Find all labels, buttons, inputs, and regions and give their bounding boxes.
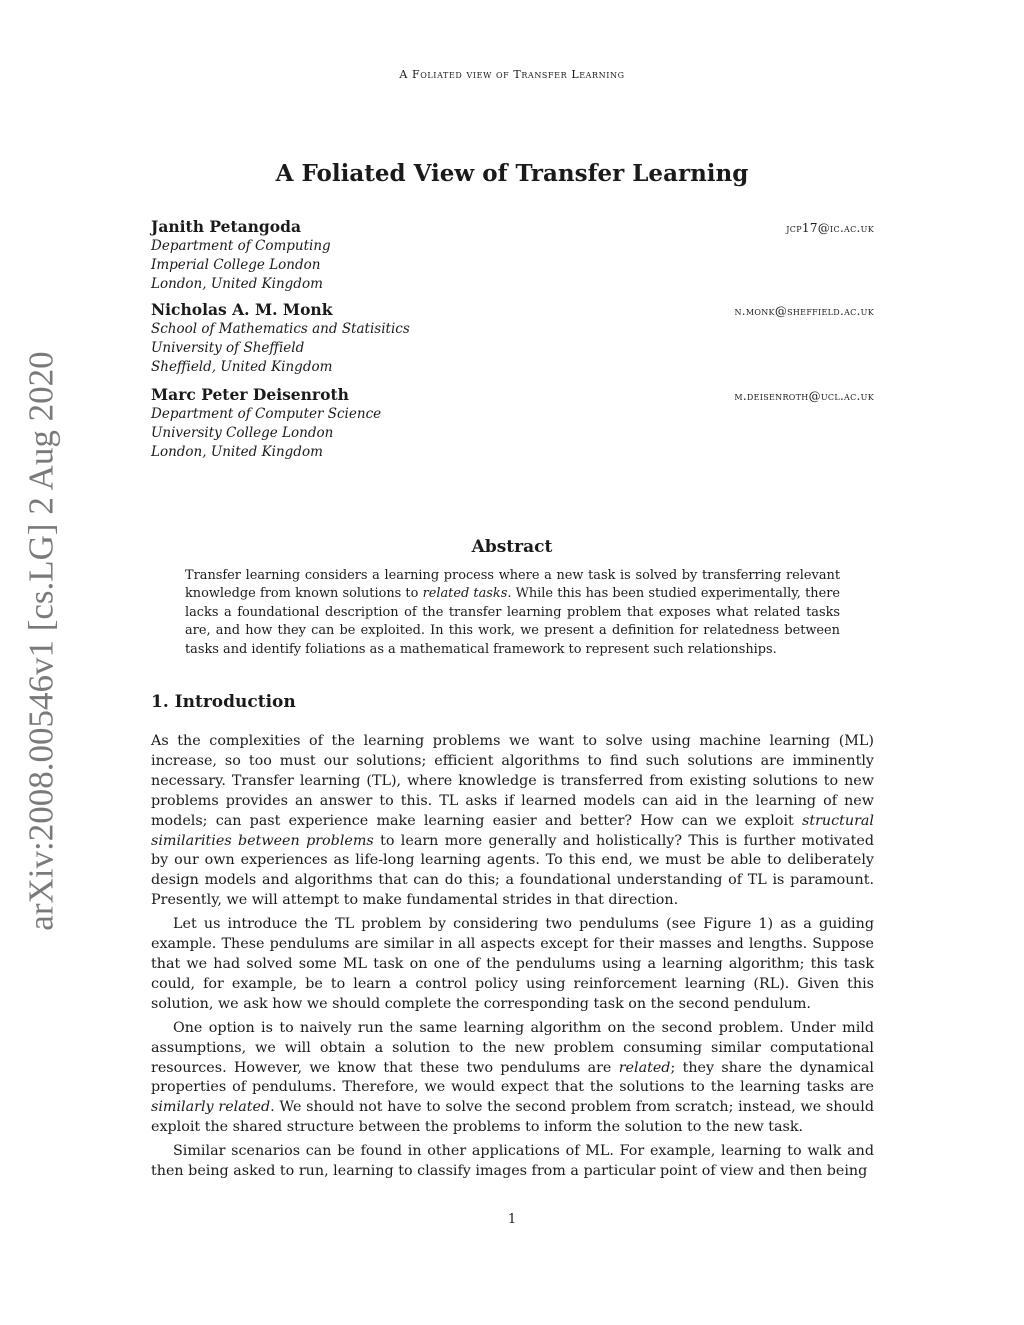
author-name: Nicholas A. M. Monk xyxy=(151,300,333,319)
affiliation-line: Department of Computing xyxy=(151,238,331,254)
section-heading: 1. Introduction xyxy=(151,692,296,712)
paper-title: A Foliated View of Transfer Learning xyxy=(275,160,749,187)
affiliation-line: School of Mathematics and Statisitics xyxy=(151,321,410,337)
author-name: Janith Petangoda xyxy=(151,217,301,236)
paragraph-text: ; they share the dynamical properties of pendulums. Therefore, we would expect that the solutions to the learning tasks are xyxy=(151,1059,874,1096)
paragraph-text: As the complexities of the learning problems we want to solve using machine learning (ML) increase, so too must our solutions; efficient algorithms to find such solutions are imminently necessary. Transfer learning (TL), where knowledge is transferred from existing solutions to new problems provides an answer to this. TL asks if learned models can aid in the learning of new models; can past experience make learning easier and better? How can we exploit xyxy=(151,733,874,829)
arxiv-stamp-text: arXiv:2008.00546v1 [cs.LG] 2 Aug 2020 xyxy=(22,351,62,931)
affiliation-line: University College London xyxy=(151,424,334,441)
author-block xyxy=(151,300,874,376)
affiliation-line: University of Sheffield xyxy=(151,339,305,356)
section-body xyxy=(151,732,874,1186)
abstract-text xyxy=(185,567,840,659)
affiliation-line: London, United Kingdom xyxy=(151,443,323,460)
running-head: A Foliated view of Transfer Learning xyxy=(399,68,625,81)
author-email: n.monk@sheffield.ac.uk xyxy=(734,304,874,318)
affiliation-line: Imperial College London xyxy=(151,256,321,273)
paragraph xyxy=(151,1019,874,1138)
emphasis-text: structural similarities between problems xyxy=(151,812,874,849)
author-email: m.deisenroth@ucl.ac.uk xyxy=(734,389,874,403)
emphasis-text: similarly related xyxy=(151,1099,271,1116)
author-block xyxy=(151,217,874,293)
affiliation-line: Department of Computer Science xyxy=(151,406,382,422)
arxiv-stamp xyxy=(24,352,60,930)
author-name: Marc Peter Deisenroth xyxy=(151,385,349,404)
affiliation-line: Sheffield, United Kingdom xyxy=(151,358,333,375)
abstract-text-part: Transfer learning considers a learning process where a new task is solved by transferring relevant knowledge from known solutions to xyxy=(185,568,840,602)
abstract-heading: Abstract xyxy=(471,537,553,557)
page-number: 1 xyxy=(507,1212,517,1227)
author-block xyxy=(151,385,874,461)
affiliation-line: London, United Kingdom xyxy=(151,275,323,292)
author-email: jcp17@ic.ac.uk xyxy=(786,221,874,235)
paragraph-text: One option is to naively run the same learning algorithm on the second problem. Under mild assumptions, we will obtain a solution to the new problem consuming similar computational resources. However, we know that these two pendulums are xyxy=(151,1019,874,1076)
abstract-emphasis: related tasks xyxy=(422,586,508,602)
paragraph xyxy=(151,732,874,911)
paragraph: Let us introduce the TL problem by considering two pendulums (see Figure 1) as a guiding example. These pendulums are similar in all aspects except for their masses and lengths. Suppose that we had solved some ML task on one of the pendulums using a learning algorithm; this task could, for example, be to learn a control policy using reinforcement learning (RL). Given this solution, we ask how we should complete the corresponding task on the second pendulum. xyxy=(151,916,874,1012)
emphasis-text: related xyxy=(618,1059,671,1076)
paragraph: Similar scenarios can be found in other applications of ML. For example, learning to walk and then being asked to run, learning to classify images from a particular point of view and then being xyxy=(151,1143,874,1180)
abstract-text-part: . While this has been studied experimentally, there lacks a foundational description of the transfer learning problem that exposes what related tasks are, and how they can be exploited. In this work, we present a definition for relatedness between tasks and identify foliations as a mathematical framework to represent such relationships. xyxy=(185,586,840,657)
paragraph-text: . We should not have to solve the second problem from scratch; instead, we should exploit the shared structure between the problems to inform the solution to the new task. xyxy=(151,1099,874,1136)
paragraph-text: to learn more generally and holistically? This is further motivated by our own experiences as life-long learning agents. To this end, we must be able to deliberately design models and algorithms that can do this; a foundational understanding of TL is paramount. Presently, we will attempt to make fundamental strides in that direction. xyxy=(151,832,874,909)
